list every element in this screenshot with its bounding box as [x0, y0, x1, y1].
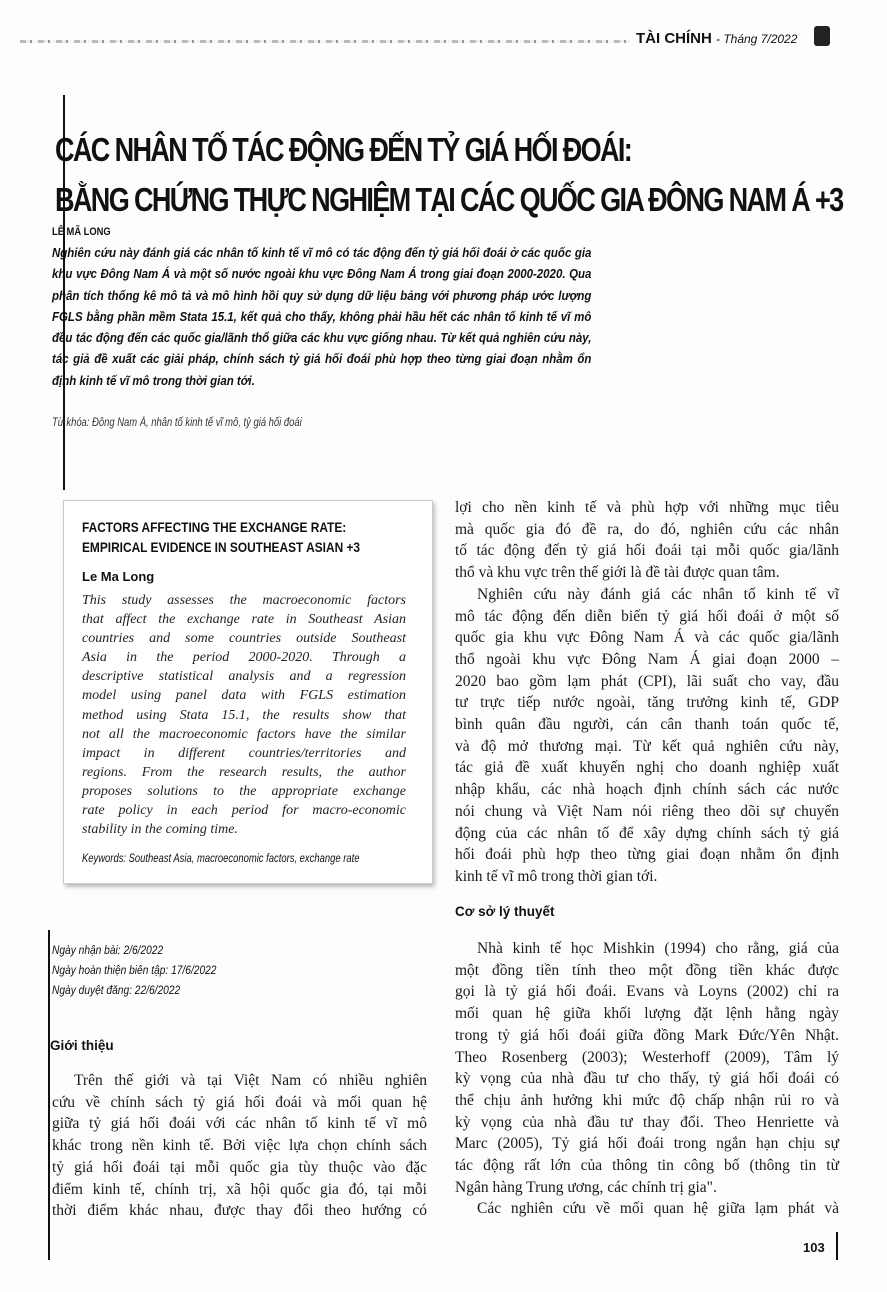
text-line: tố tác động đến tỷ giá hối đoái tại mỗi quốc gia/lãnh	[455, 542, 839, 560]
english-keywords: Keywords: Southeast Asia, macroeconomic factors, exchange rate	[82, 853, 360, 865]
date-edited: Ngày hoàn thiện biên tập: 17/6/2022	[52, 963, 217, 977]
text-line: stability in the coming time.	[82, 822, 238, 838]
text-line: nhập khẩu, các nhà hoạch định chính sách các nước	[455, 781, 839, 799]
text-line: đều tác động đến các quốc gia/lãnh thổ giữa các khu vực giống nhau. Từ kết quả nghiên cứu này,	[52, 330, 592, 346]
english-author: Le Ma Long	[82, 569, 155, 584]
text-line: lợi cho nền kinh tế và phù hợp với những mục tiêu	[455, 499, 839, 516]
title-line: CÁC NHÂN TỐ TÁC ĐỘNG ĐẾN TỶ GIÁ HỐI ĐOÁI:	[55, 131, 632, 168]
article-title	[55, 125, 843, 225]
text-line: tác giả đề xuất các giải pháp, chính sách tỷ giá hối đoái phù hợp theo từng giai đoạn nhằm ổn	[52, 351, 592, 367]
text-line: Các nghiên cứu về mối quan hệ giữa lạm phát và	[477, 1200, 839, 1218]
english-abstract-box	[63, 500, 433, 884]
text-line: bình quân đầu người, cán cân thanh toán quốc tế,	[455, 716, 839, 734]
text-line: động của các nhân tố để xây dựng chính sách tỷ giá	[455, 824, 839, 842]
paragraph	[455, 584, 839, 888]
paragraph	[455, 497, 839, 584]
title-line: EMPIRICAL EVIDENCE IN SOUTHEAST ASIAN +3	[82, 539, 361, 555]
text-line: thổ ngoài khu vực Đông Nam Á giai đoạn 2000 –	[455, 650, 839, 668]
text-line: Theo Rosenberg (2003); Westerhoff (2009), Tâm lý	[455, 1048, 839, 1066]
text-line: mà quốc gia đó đề ra, do đó, nghiên cứu các nhân	[455, 520, 839, 538]
running-header	[636, 30, 797, 47]
keywords-vn: Từ khóa: Đông Nam Á, nhân tố kinh tế vĩ mô, tỷ giá hối đoái	[52, 417, 302, 429]
text-line: giữa tỷ giá hối đoái với các nhân tố kinh tế vĩ mô	[52, 1115, 427, 1133]
article-dates	[52, 940, 216, 1000]
text-line: proposes solutions to the appropriate exchange	[82, 783, 406, 799]
text-line: kỳ vọng của nhà đầu tư cho thấy, tỷ giá hối đoái có	[455, 1070, 839, 1088]
right-column	[455, 497, 839, 888]
text-line: regions. From the research results, the author	[82, 764, 406, 780]
text-line: nói chung và Việt Nam nói riêng theo dõi sự chuyển	[455, 802, 839, 820]
text-line: mô tác động đến diễn biến tỷ giá hối đoái ở một số	[455, 607, 839, 625]
text-line: kỳ vọng của nhà đầu tư thay đổi. Theo Henriette và	[455, 1113, 839, 1131]
text-line: Nhà kinh tế học Mishkin (1994) cho rằng, giá của	[477, 940, 839, 957]
text-line: Nghiên cứu này đánh giá các nhân tố kinh tế vĩ mô có tác động đến tỷ giá hối đoái ở các quốc gia	[52, 245, 592, 260]
english-abstract	[82, 591, 406, 839]
text-line: Ngân hàng Trung ương, các chính trị gia".	[455, 1178, 717, 1196]
title-line: BẰNG CHỨNG THỰC NGHIỆM TẠI CÁC QUỐC GIA ĐÔNG NAM Á +3	[55, 181, 843, 218]
text-line: một đồng tiền tính theo một đồng tiền khác được	[455, 961, 839, 979]
text-line: và độ mở thương mại. Từ kết quả nghiên cứu này,	[455, 737, 839, 755]
text-line: not all the macroeconomic factors have the similar	[82, 726, 406, 742]
journal-name: TÀI CHÍNH	[636, 30, 712, 47]
text-line: tác động rất lớn của thông tin công bố (thông tin từ	[455, 1157, 839, 1175]
text-line: thời điểm khác nhau, được thay đổi theo hướng có	[52, 1202, 427, 1220]
text-line: This study assesses the macroeconomic factors	[82, 593, 406, 608]
date-received: Ngày nhận bài: 2/6/2022	[52, 943, 164, 957]
issue-label: - Tháng 7/2022	[716, 32, 798, 46]
section-heading-intro: Giới thiệu	[50, 1038, 114, 1053]
page-number-bar	[836, 1232, 838, 1260]
header-rule	[20, 40, 630, 43]
text-line: trong tỷ giá hối đoái giữa đồng Mark Đức/Yên Nhật.	[455, 1026, 839, 1044]
theory-text	[455, 938, 839, 1220]
text-line: countries and some countries outside Southeast	[82, 631, 406, 647]
text-line: Trên thế giới và tại Việt Nam có nhiều nghiên	[74, 1072, 427, 1089]
text-line: khu vực Đông Nam Á và một số nước ngoài khu vực Đông Nam Á trong giai đoạn 2000-2020. Qua	[52, 266, 592, 282]
text-line: khác trong nền kinh tế. Bởi việc lựa chọn chính sách	[52, 1137, 427, 1155]
paragraph	[455, 1198, 839, 1220]
text-line: tỷ giá hối đoái tại mỗi quốc gia tùy thuộc vào đặc	[52, 1158, 427, 1176]
text-line: hối đoái phù hợp theo từng giai đoạn nhằm ổn định	[455, 846, 839, 864]
text-line: method using Stata 15.1, the results show that	[82, 707, 406, 723]
author: LÊ MÃ LONG	[52, 226, 111, 238]
text-line: Nghiên cứu này đánh giá các nhân tố kinh tế vĩ	[477, 585, 839, 603]
text-line: quốc gia khu vực Đông Nam Á và các quốc gia/lãnh	[455, 629, 839, 647]
text-line: FGLS bằng phần mềm Stata 15.1, kết quả cho thấy, không phải hầu hết các nhân tố kinh tế vĩ mô	[52, 308, 592, 324]
text-line: thể chịu ảnh hưởng khi mức độ chấp nhận rủi ro và	[455, 1091, 839, 1109]
paragraph	[455, 938, 839, 1198]
text-line: descriptive statistical analysis and a regression	[82, 669, 406, 685]
text-line: định kinh tế vĩ mô trong thời gian tới.	[52, 372, 255, 388]
text-line: tư trực tiếp nước ngoài, tăng trưởng kinh tế, GDP	[455, 694, 839, 712]
text-line: rate policy in each period for macro-economic	[82, 803, 406, 819]
text-line: tác giả đề xuất khuyến nghị cho doanh nghiệp xuất	[455, 759, 839, 777]
text-line: that affect the exchange rate in Southeast Asian	[82, 612, 406, 628]
text-line: gọi là tỷ giá hối đoái. Evans và Loyns (2002) chỉ ra	[455, 983, 839, 1001]
text-line: kinh tế vĩ mô trong thời gian tới.	[455, 867, 658, 885]
date-approved: Ngày duyệt đăng: 22/6/2022	[52, 983, 181, 997]
text-line: điểm kinh tế, chính trị, xã hội quốc gia đó, tại mỗi	[52, 1180, 427, 1198]
text-line: 2020 bao gồm lạm phát (CPI), lãi suất cho vay, đầu	[455, 672, 839, 690]
intro-paragraph	[52, 1070, 427, 1222]
section-heading-theory: Cơ sở lý thuyết	[455, 904, 555, 919]
abstract-vn	[52, 242, 591, 391]
page-number: 103	[803, 1240, 825, 1255]
text-line: phân tích thống kê mô tả và mô hình hồi quy sử dụng dữ liệu bảng với phương pháp ước lượng	[52, 287, 592, 303]
text-line: mối quan hệ giữa khối lượng đặt lệnh hằng ngày	[455, 1005, 839, 1023]
margin-line	[48, 930, 50, 1260]
text-line: Asia in the period 2000-2020. Through a	[82, 650, 406, 666]
text-line: impact in different countries/territories and	[82, 745, 406, 761]
title-line: FACTORS AFFECTING THE EXCHANGE RATE:	[82, 519, 347, 535]
english-title	[82, 517, 360, 557]
text-line: model using panel data with FGLS estimation	[82, 688, 406, 704]
journal-logo-icon	[814, 26, 830, 46]
text-line: Marc (2005), Tỷ giá hối đoái trong ngắn hạn chịu sự	[455, 1135, 839, 1153]
text-line: thổ và khu vực trên thế giới là đề tài được quan tâm.	[455, 564, 780, 582]
text-line: cứu về chính sách tỷ giá hối đoái và mối quan hệ	[52, 1093, 427, 1111]
